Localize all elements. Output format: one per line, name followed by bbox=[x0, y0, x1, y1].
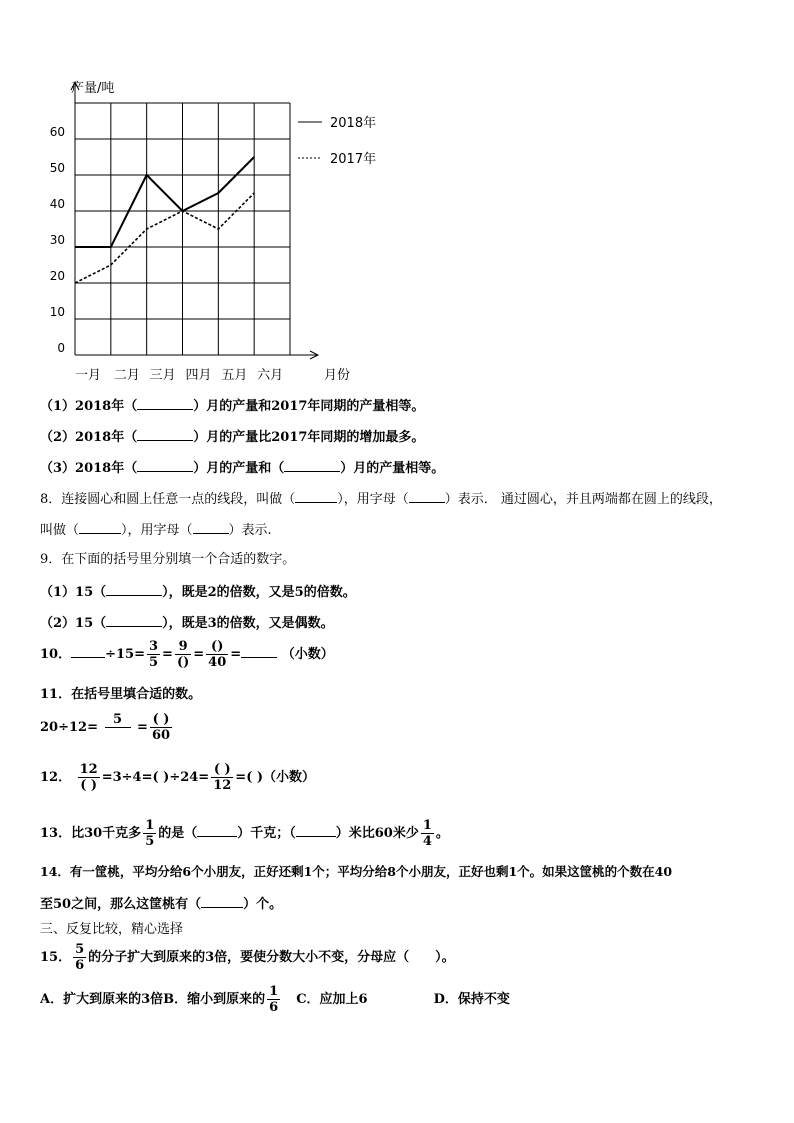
fraction: $\frac{( )}{60}$ bbox=[151, 712, 171, 743]
answer-blank[interactable] bbox=[296, 824, 336, 837]
answer-blank[interactable] bbox=[137, 428, 193, 441]
answer-blank[interactable] bbox=[284, 459, 340, 472]
y-tick-label: 0 bbox=[57, 341, 65, 355]
q11-equation: 20÷12= 5 = $\frac{( )}{60}$ bbox=[40, 712, 171, 743]
q10: 10． ÷15= $\frac{3}{5}$ = $\frac{9}{()}$ = $\frac{()}{40}$ = （小数） bbox=[40, 639, 334, 670]
x-tick-label: 三月 bbox=[149, 368, 176, 383]
q15-options bbox=[40, 984, 510, 1015]
line-chart bbox=[40, 70, 400, 390]
q9-title: 9．在下面的括号里分别填一个合适的数字。 bbox=[40, 552, 296, 567]
q7-line2: （2）2018年（ ）月的产量比2017年同期的增加最多。 bbox=[40, 430, 425, 445]
y-tick-label: 10 bbox=[49, 305, 65, 319]
option-a[interactable]: A．扩大到原来的3倍 bbox=[40, 992, 164, 1007]
answer-blank[interactable] bbox=[193, 521, 229, 534]
x-axis-label: 月份 bbox=[324, 368, 351, 383]
fraction: $\frac{1}{5}$ bbox=[145, 818, 155, 849]
fraction: $\frac{( )}{12}$ bbox=[213, 762, 232, 793]
answer-blank[interactable] bbox=[137, 459, 193, 472]
series-line-2017年 bbox=[75, 193, 254, 283]
fraction: 5 bbox=[105, 712, 131, 743]
answer-blank[interactable] bbox=[409, 490, 445, 503]
legend-label: 2018年 bbox=[330, 116, 377, 131]
y-tick-label: 60 bbox=[49, 125, 65, 139]
chart-grid bbox=[75, 103, 290, 355]
q14-line2: 至50之间，那么这筐桃有（ ）个。 bbox=[40, 897, 283, 912]
answer-blank[interactable] bbox=[197, 824, 237, 837]
fraction: $\frac{1}{6}$ bbox=[269, 984, 279, 1015]
y-tick-label: 40 bbox=[49, 197, 65, 211]
x-category-labels bbox=[75, 368, 283, 383]
q12: 12． $\frac{12}{( )}$ =3÷4=( )÷24= $\frac{( )}{12}$ =( )（小数） bbox=[40, 762, 316, 793]
y-axis-label: 产量/吨 bbox=[71, 81, 115, 96]
option-b[interactable]: B．缩小到原来的 $\frac{1}{6}$ bbox=[163, 984, 279, 1015]
answer-blank[interactable] bbox=[79, 521, 121, 534]
answer-blank[interactable] bbox=[137, 397, 193, 410]
fraction: $\frac{1}{4}$ bbox=[422, 818, 432, 849]
series-line-2018年 bbox=[75, 157, 254, 247]
y-tick-label: 30 bbox=[49, 233, 65, 247]
answer-blank[interactable] bbox=[106, 583, 162, 596]
chart-legend bbox=[298, 115, 376, 167]
q9-line1: （1）15（ ），既是2的倍数，又是5的倍数。 bbox=[40, 585, 356, 600]
fraction: $\frac{3}{5}$ bbox=[148, 639, 159, 670]
legend-label: 2017年 bbox=[330, 152, 377, 167]
answer-blank[interactable] bbox=[106, 614, 162, 627]
q9-line2: （2）15（ ），既是3的倍数，又是偶数。 bbox=[40, 616, 334, 631]
q8-line1: 8．连接圆心和圆上任意一点的线段，叫做（ ），用字母（ ）表示． 通过圆心，并且两端都在圆上的线段， bbox=[40, 492, 722, 507]
q13: 13．比30千克多 $\frac{1}{5}$ 的是（ ）千克；（ ）米比60米少 $\frac{1}{4}$ 。 bbox=[40, 818, 449, 849]
fraction: $\frac{5}{6}$ bbox=[75, 942, 85, 973]
option-d[interactable]: D．保持不变 bbox=[433, 992, 510, 1007]
y-tick-labels bbox=[50, 125, 65, 355]
q11-title: 11．在括号里填合适的数。 bbox=[40, 687, 202, 702]
fraction: $\frac{12}{( )}$ bbox=[79, 762, 98, 793]
fraction: $\frac{9}{()}$ bbox=[176, 639, 190, 670]
y-tick-label: 50 bbox=[49, 161, 65, 175]
option-c[interactable]: C．应加上6 bbox=[296, 992, 368, 1007]
answer-blank[interactable] bbox=[241, 645, 277, 658]
section-title: 三、反复比较，精心选择 bbox=[40, 922, 184, 937]
chart-axes bbox=[71, 80, 350, 383]
fraction: $\frac{()}{40}$ bbox=[208, 639, 227, 670]
q14-line1: 14．有一筐桃，平均分给6个小朋友，正好还剩1个；平均分给8个小朋友，正好也剩1个。如果这筐桃的个数在40 bbox=[40, 864, 673, 879]
answer-blank[interactable] bbox=[201, 895, 243, 908]
x-tick-label: 四月 bbox=[185, 368, 212, 383]
q8-line2: 叫做（ ），用字母（ ）表示. bbox=[40, 523, 272, 538]
answer-blank[interactable] bbox=[71, 645, 105, 658]
x-tick-label: 五月 bbox=[221, 368, 248, 383]
x-tick-label: 六月 bbox=[257, 368, 284, 383]
answer-blank[interactable] bbox=[295, 490, 337, 503]
q7-line3: （3）2018年（ ）月的产量和（ ）月的产量相等。 bbox=[40, 461, 445, 476]
x-tick-label: 二月 bbox=[113, 368, 140, 383]
q7-line1: （1）2018年（ ）月的产量和2017年同期的产量相等。 bbox=[40, 399, 425, 414]
q15-stem: 15． $\frac{5}{6}$ 的分子扩大到原来的3倍，要使分数大小不变，分母应（ ）。 bbox=[40, 942, 455, 973]
chart-series bbox=[75, 157, 254, 283]
x-tick-label: 一月 bbox=[75, 368, 102, 383]
y-tick-label: 20 bbox=[49, 269, 65, 283]
